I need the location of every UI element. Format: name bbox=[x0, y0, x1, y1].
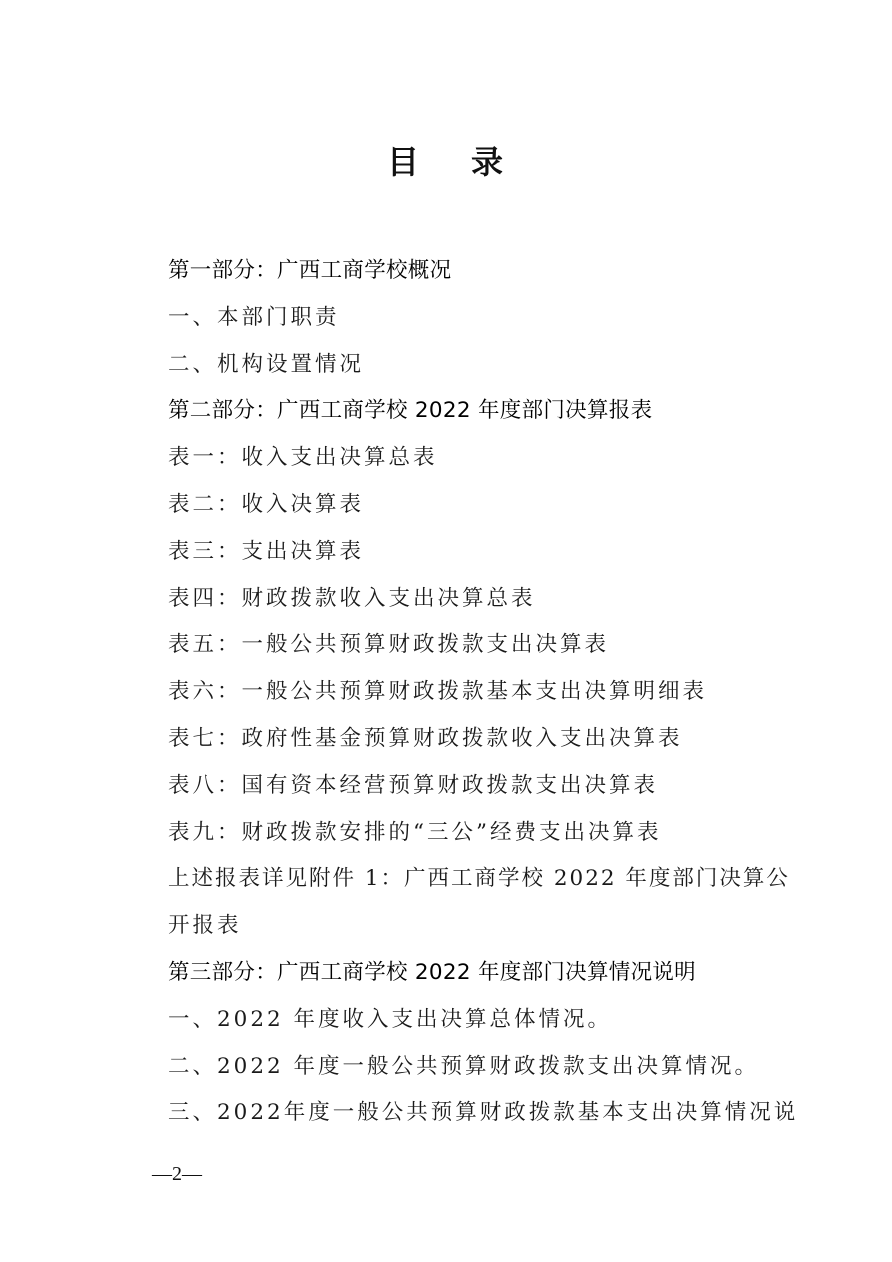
toc-table-1: 表一：收入支出决算总表 bbox=[168, 445, 438, 471]
toc-part-3-item-2: 二、2022 年度一般公共预算财政拨款支出决算情况。 bbox=[168, 1053, 760, 1079]
toc-part-3-item-1: 一、2022 年度收入支出决算总体情况。 bbox=[168, 1006, 613, 1032]
toc-table-8: 表八：国有资本经营预算财政拨款支出决算表 bbox=[168, 772, 659, 798]
page-number: —2— bbox=[152, 1163, 202, 1185]
toc-part-2-note-line-2: 开报表 bbox=[168, 913, 242, 939]
toc-table-6: 表六：一般公共预算财政拨款基本支出决算明细表 bbox=[168, 679, 708, 705]
toc-part-3-heading: 第三部分：广西工商学校 2022 年度部门决算情况说明 bbox=[168, 959, 696, 985]
page-title-char-2: 录 bbox=[471, 143, 506, 181]
toc-part-1-heading: 第一部分：广西工商学校概况 bbox=[168, 258, 452, 283]
toc-part-2-note-line-1: 上述报表详见附件 1：广西工商学校 2022 年度部门决算公 bbox=[168, 866, 790, 892]
page-title bbox=[0, 140, 892, 184]
toc-part-1-item-1: 一、本部门职责 bbox=[168, 304, 340, 330]
toc-part-2-heading: 第二部分：广西工商学校 2022 年度部门决算报表 bbox=[168, 398, 653, 424]
page-title-char-1: 目 bbox=[386, 143, 421, 181]
toc-table-3: 表三：支出决算表 bbox=[168, 538, 365, 564]
toc-part-3-item-3: 三、2022年度一般公共预算财政拨款基本支出决算情况说 bbox=[168, 1100, 799, 1126]
table-of-contents bbox=[168, 248, 798, 1137]
toc-table-5: 表五：一般公共预算财政拨款支出决算表 bbox=[168, 632, 610, 658]
toc-table-9: 表九：财政拨款安排的“三公”经费支出决算表 bbox=[168, 819, 662, 845]
toc-table-4: 表四：财政拨款收入支出决算总表 bbox=[168, 585, 536, 611]
toc-table-2: 表二：收入决算表 bbox=[168, 491, 365, 517]
toc-part-1-item-2: 二、机构设置情况 bbox=[168, 351, 365, 377]
toc-table-7: 表七：政府性基金预算财政拨款收入支出决算表 bbox=[168, 725, 683, 751]
